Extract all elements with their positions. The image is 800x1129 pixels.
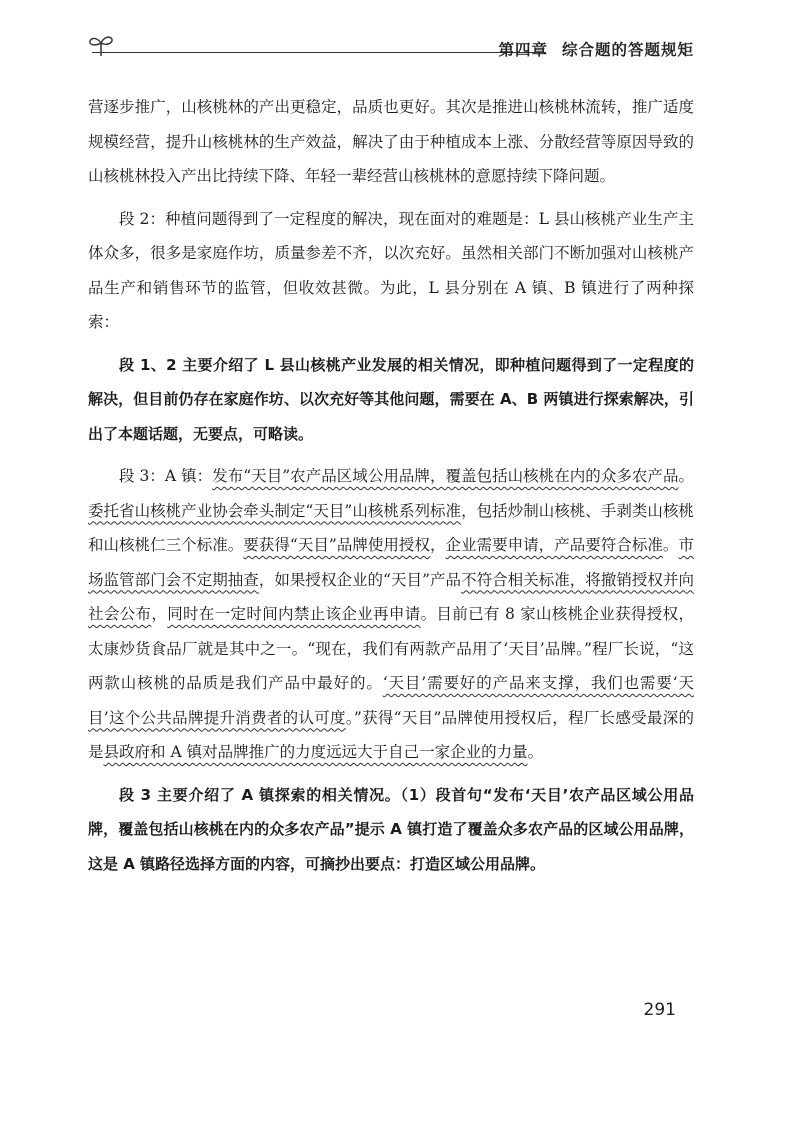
text-run: ，如果授权企业的“天目”产品 — [258, 570, 462, 589]
chapter-heading — [498, 38, 694, 60]
sprout-icon — [86, 32, 116, 58]
text-run: ，包括炒制山核桃、手剥类山核桃和山核桃仁三个标准。 — [88, 501, 694, 554]
paragraph-3 — [88, 459, 694, 770]
text-run: 。 — [662, 536, 679, 554]
chapter-title: 综合题的答题规矩 — [561, 41, 694, 59]
running-header — [80, 30, 694, 70]
text-run: ， — [151, 605, 168, 623]
analysis-paragraph-1: 段 1、2 主要介绍了 L 县山核桃产业发展的相关情况，即种植问题得到了一定程度的解决，但目前仍存在家庭作坊、以次充好等其他问题，需要在 A、B 两镇进行探索解决，引出了本题话题，无要点，可略读。 — [88, 355, 694, 443]
underlined-phrase: 发布“天目”农产品区域公用品牌，覆盖包括山核桃在内的众多农产品 — [212, 467, 679, 485]
body-text — [88, 90, 694, 881]
text-run: 。”获得“天目”品牌使用授权后，程厂长感受最深的是 — [88, 708, 694, 761]
page-number: 291 — [643, 1000, 676, 1020]
underlined-phrase: 要获得“天目”品牌使用授权 — [243, 536, 430, 554]
analysis-paragraph-2: 段 3 主要介绍了 A 镇探索的相关情况。（1）段首句“发布‘天目’农产品区域公用品牌，覆盖包括山核桃在内的众多农产品”提示 A 镇打造了覆盖众多农产品的区域公用品牌，这是 A 镇路径选择方面的内容，可摘抄出要点：打造区域公用品牌。 — [88, 785, 694, 873]
underlined-phrase: 县政府和 A 镇对品牌推广的力度远远大于自己一家企业的力量 — [103, 743, 528, 761]
paragraph-2: 段 2：种植问题得到了一定程度的解决，现在面对的难题是：L 县山核桃产业生产主体众多，很多是家庭作坊，质量参差不齐，以次充好。虽然相关部门不断加强对山核桃产品生产和销售环节的监管，但收效甚微。为此，L 县分别在 A 镇、B 镇进行了两种探索： — [88, 209, 694, 331]
underlined-phrase: 同时在一定时间内禁止该企业再申请 — [167, 605, 421, 623]
text-run: ， — [429, 536, 446, 554]
text-run: 。目前已有 8 家山核桃企业获得授权，太康炒货食品厂就是其中之一。“现在，我们有两款产品用了‘天目’品牌。”程厂长说，“这两款山核桃的品质是我们产品中最好的。 — [88, 605, 694, 692]
text-run: 段 3：A 镇： — [119, 467, 213, 485]
underlined-phrase: 企业需要申请，产品要符合标准 — [445, 536, 663, 554]
underlined-phrase: ‘天目’需要好的产品来支撑，我们也需要‘天目’这个公共品牌提升消费者的认可度 — [88, 674, 694, 727]
underlined-phrase: 不符合相关标准，将撤销授权并向社会公布 — [88, 570, 694, 623]
text-run: 。 — [678, 467, 694, 485]
chapter-number: 第四章 — [498, 41, 548, 59]
underlined-phrase: 委托省山核桃产业协会牵头制定“天目”山核桃系列标准 — [88, 501, 462, 520]
header-rule — [92, 52, 546, 53]
paragraph-1: 营逐步推广，山核桃林的产出更稳定，品质也更好。其次是推进山核桃林流转，推广适度规模经营，提升山核桃林的生产效益，解决了由于种植成本上涨、分散经营等原因导致的山核桃林投入产出比持续下降、年轻一辈经营山核桃林的意愿持续下降问题。 — [88, 98, 694, 185]
text-run: 。 — [527, 743, 544, 761]
underlined-phrase: 市场监管部门会不定期抽查 — [88, 536, 694, 589]
